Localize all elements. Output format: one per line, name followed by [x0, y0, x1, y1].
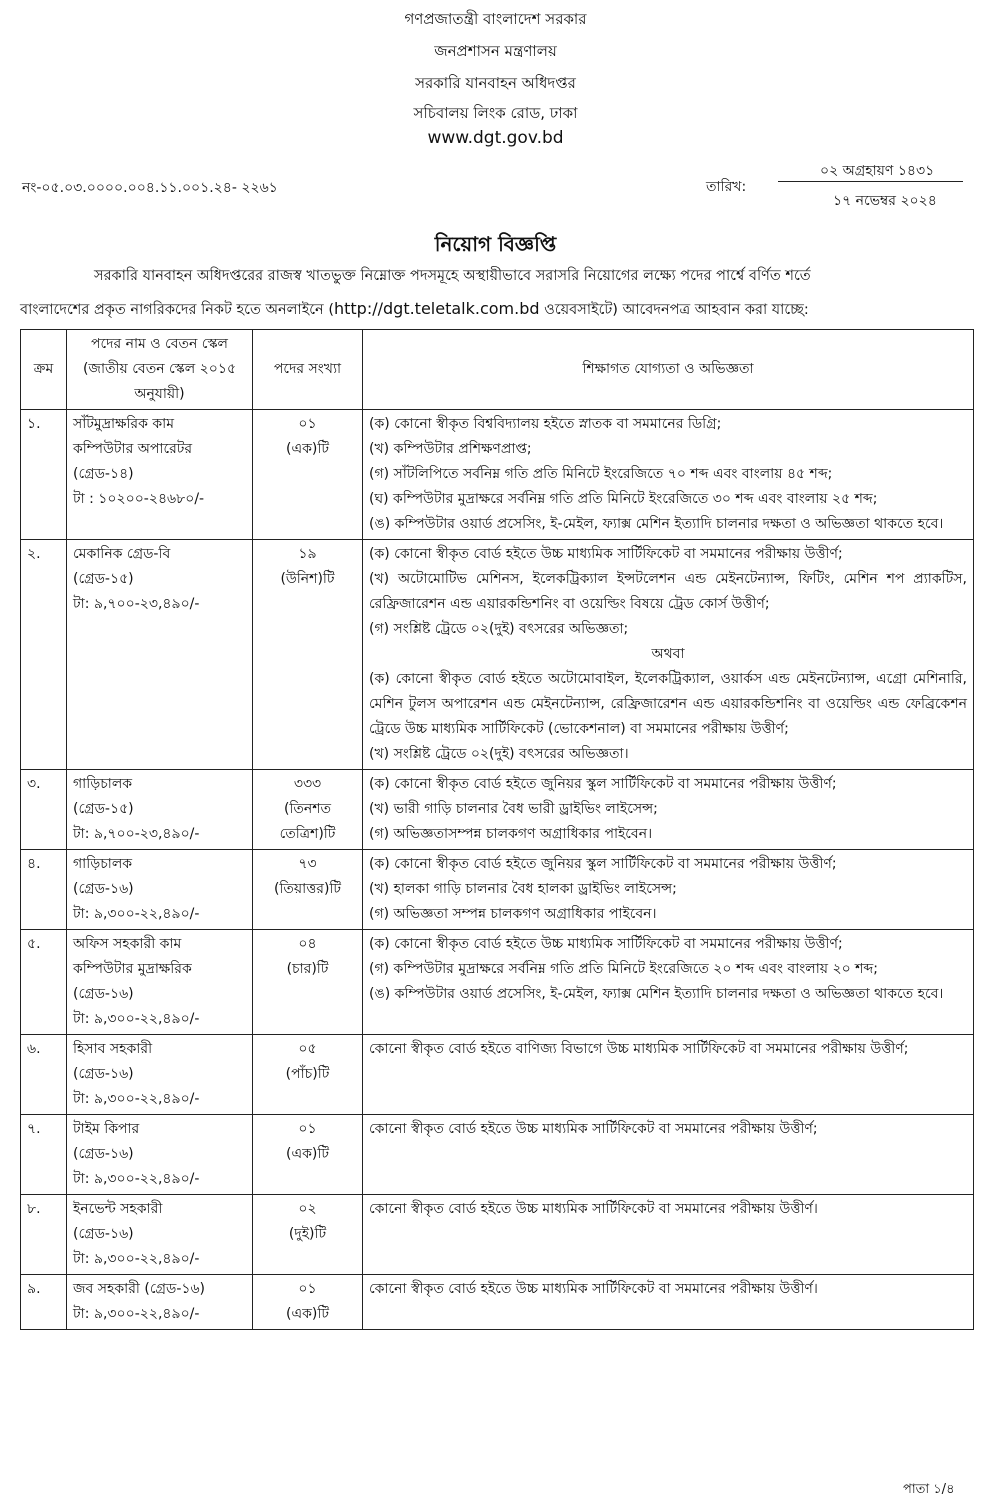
- ministry-name: জনপ্রশাসন মন্ত্রণালয়: [434, 42, 557, 60]
- qualification-item: (ক) কোনো স্বীকৃত বোর্ড হইতে উচ্চ মাধ্যমিক সার্টিফিকেট বা সমমানের পরীক্ষায় উত্তীর্ণ;: [369, 546, 843, 562]
- row-serial: ১.: [21, 410, 67, 540]
- row-count: [253, 1195, 363, 1275]
- post-line: সাঁটমুদ্রাক্ষরিক কাম: [73, 416, 174, 432]
- row-count: [253, 410, 363, 540]
- row-count: [253, 850, 363, 930]
- qualification-item: কোনো স্বীকৃত বোর্ড হইতে উচ্চ মাধ্যমিক সার্টিফিকেট বা সমমানের পরীক্ষায় উত্তীর্ণ;: [369, 1121, 818, 1137]
- post-line: (গ্রেড-১৬): [73, 881, 134, 897]
- row-post: [67, 1035, 253, 1115]
- office-address: সচিবালয় লিংক রোড, ঢাকা: [413, 104, 578, 122]
- header-count: পদের সংখ্যা: [253, 330, 363, 410]
- qualification-item: (গ) অভিজ্ঞতা সম্পন্ন চালকগণ অগ্রাধিকার পাইবেন।: [369, 906, 657, 922]
- table-row: [21, 1275, 974, 1330]
- post-line: কম্পিউটার অপারেটর: [73, 441, 193, 457]
- count-line: (উনিশ)টি: [280, 571, 335, 587]
- intro-line-1: সরকারি যানবাহন অধিদপ্তরের রাজস্ব খাতভুক্ত নিম্নোক্ত পদসমূহে অস্থায়ীভাবে সরাসরি নিয়োগের লক্ষ্যে পদের পার্শ্বে বর্ণিত শর্তে: [94, 268, 811, 284]
- row-serial: ৫.: [21, 930, 67, 1035]
- post-line: টা: ৯,৭০০-২৩,৪৯০/-: [73, 596, 200, 612]
- qualification-item: (ঙ) কম্পিউটার ওয়ার্ড প্রসেসিং, ই-মেইল, ফ্যাক্স মেশিন ইত্যাদি চালনার দক্ষতা ও অভিজ্ঞতা থাকতে হবে।: [369, 986, 944, 1002]
- post-line: টা: ৯,৩০০-২২,৪৯০/-: [73, 1171, 200, 1187]
- date-divider: [778, 181, 963, 182]
- teletalk-link[interactable]: http://dgt.teletalk.com.bd: [333, 299, 540, 318]
- count-line: ০১: [298, 1121, 317, 1137]
- count-line: ০১: [298, 416, 317, 432]
- post-line: গাড়িচালক: [73, 856, 133, 872]
- post-line: টা: ৯,৩০০-২২,৪৯০/-: [73, 1091, 200, 1107]
- row-serial: ২.: [21, 540, 67, 770]
- qualification-item: (গ) কম্পিউটার মুদ্রাক্ষরে সর্বনিম্ন গতি প্রতি মিনিটে ইংরেজিতে ২০ শব্দ এবং বাংলায় ২০ শব্দ;: [369, 961, 878, 977]
- qualification-item: (খ) সংশ্লিষ্ট ট্রেডে ০২(দুই) বৎসরের অভিজ্ঞতা।: [369, 746, 629, 762]
- row-serial: ৩.: [21, 770, 67, 850]
- qualification-item: (ঘ) কম্পিউটার মুদ্রাক্ষরে সর্বনিম্ন গতি প্রতি মিনিটে ইংরেজিতে ৩০ শব্দ এবং বাংলায় ২৫ শব্দ;: [369, 491, 878, 507]
- post-line: গাড়িচালক: [73, 776, 133, 792]
- count-line: (তিয়াত্তর)টি: [273, 881, 342, 897]
- row-serial: ৪.: [21, 850, 67, 930]
- post-line: টাইম কিপার: [73, 1121, 140, 1137]
- table-row: [21, 850, 974, 930]
- qualification-item: কোনো স্বীকৃত বোর্ড হইতে বাণিজ্য বিভাগে উচ্চ মাধ্যমিক সার্টিফিকেট বা সমমানের পরীক্ষায় উত্তীর্ণ;: [369, 1041, 909, 1057]
- post-line: (গ্রেড-১৬): [73, 986, 134, 1002]
- post-line: হিসাব সহকারী: [73, 1041, 153, 1057]
- qualification-item: (ক) কোনো স্বীকৃত বোর্ড হইতে উচ্চ মাধ্যমিক সার্টিফিকেট বা সমমানের পরীক্ষায় উত্তীর্ণ;: [369, 936, 843, 952]
- count-line: ০২: [298, 1201, 317, 1217]
- qualification-item: কোনো স্বীকৃত বোর্ড হইতে উচ্চ মাধ্যমিক সার্টিফিকেট বা সমমানের পরীক্ষায় উত্তীর্ণ।: [369, 1201, 818, 1217]
- count-line: (পাঁচ)টি: [285, 1066, 330, 1082]
- post-line: ইনভেন্ট সহকারী: [73, 1201, 163, 1217]
- row-count: [253, 1275, 363, 1330]
- qualification-item: (খ) কম্পিউটার প্রশিক্ষণপ্রাপ্ত;: [369, 441, 532, 457]
- header-post: পদের নাম ও বেতন স্কেল (জাতীয় বেতন স্কেল ২০১৫ অনুযায়ী): [67, 330, 253, 410]
- post-line: (গ্রেড-১৫): [73, 571, 134, 587]
- row-count: [253, 1115, 363, 1195]
- qualification-item: (খ) অটোমোটিভ মেশিনস, ইলেকট্রিক্যাল ইন্সটলেশন এন্ড মেইনটেন্যান্স, ফিটিং, মেশিন শপ প্র্যাকটিস, রেফ্রিজারেশন এন্ড এয়ারকন্ডিশনিং বা ওয়েল্ডিং বিষয়ে ট্রেড কোর্স উত্তীর্ণ;: [369, 571, 967, 612]
- row-qualification: [363, 540, 974, 770]
- intro-line-2-prefix: বাংলাদেশের প্রকৃত নাগরিকদের নিকট হতে অনলাইনে (: [20, 302, 334, 318]
- row-qualification: [363, 1035, 974, 1115]
- row-qualification: [363, 770, 974, 850]
- row-count: [253, 540, 363, 770]
- count-line: ১৯: [298, 546, 317, 562]
- row-serial: ৯.: [21, 1275, 67, 1330]
- post-line: টা : ১০২০০-২৪৬৮০/-: [73, 491, 205, 507]
- table-row: [21, 410, 974, 540]
- notice-title: নিয়োগ বিজ্ঞপ্তি: [434, 232, 557, 256]
- table-row: [21, 540, 974, 770]
- count-line: ০১: [298, 1281, 317, 1297]
- table-row: [21, 770, 974, 850]
- post-line: টা: ৯,৩০০-২২,৪৯০/-: [73, 1251, 200, 1267]
- row-post: [67, 1115, 253, 1195]
- post-line: (গ্রেড-১৬): [73, 1226, 134, 1242]
- qualification-item: (খ) ভারী গাড়ি চালনার বৈধ ভারী ড্রাইভিং লাইসেন্স;: [369, 801, 658, 817]
- qualification-item: (খ) হালকা গাড়ি চালনার বৈধ হালকা ড্রাইভিং লাইসেন্স;: [369, 881, 677, 897]
- qualification-item: (গ) সাঁটলিপিতে সর্বনিম্ন গতি প্রতি মিনিটে ইংরেজিতে ৭০ শব্দ এবং বাংলায় ৪৫ শব্দ;: [369, 466, 833, 482]
- qualification-item: (গ) অভিজ্ঞতাসম্পন্ন চালকগণ অগ্রাধিকার পাইবেন।: [369, 826, 653, 842]
- intro-line-2: [20, 301, 970, 318]
- post-line: অফিস সহকারী কাম: [73, 936, 182, 952]
- row-serial: ৮.: [21, 1195, 67, 1275]
- row-serial: ৭.: [21, 1115, 67, 1195]
- qualification-item: (ক) কোনো স্বীকৃত বোর্ড হইতে জুনিয়র স্কুল সার্টিফিকেট বা সমমানের পরীক্ষায় উত্তীর্ণ;: [369, 856, 837, 872]
- count-line: (এক)টি: [285, 1306, 329, 1322]
- row-count: [253, 1035, 363, 1115]
- row-count: [253, 930, 363, 1035]
- row-post: [67, 540, 253, 770]
- count-line: (তিনশত: [283, 801, 332, 817]
- row-post: [67, 1275, 253, 1330]
- post-line: (গ্রেড-১৫): [73, 801, 134, 817]
- table-row: [21, 1035, 974, 1115]
- count-line: ৩৩৩: [293, 776, 322, 792]
- post-line: টা: ৯,৩০০-২২,৪৯০/-: [73, 1306, 200, 1322]
- date-english: ১৭ নভেম্বর ২০২৪: [833, 193, 937, 209]
- row-qualification: [363, 1115, 974, 1195]
- count-line: (এক)টি: [285, 441, 329, 457]
- memo-number: নং-০৫.০৩.০০০০.০০৪.১১.০০১.২৪- ২২৬১: [22, 180, 278, 196]
- row-count: [253, 770, 363, 850]
- qualification-item: (ক) কোনো স্বীকৃত বিশ্ববিদ্যালয় হইতে স্নাতক বা সমমানের ডিগ্রি;: [369, 416, 722, 432]
- row-qualification: [363, 930, 974, 1035]
- qualification-item: (গ) সংশ্লিষ্ট ট্রেডে ০২(দুই) বৎসরের অভিজ্ঞতা;: [369, 621, 629, 637]
- count-line: ৭৩: [298, 856, 317, 872]
- row-qualification: [363, 1275, 974, 1330]
- table-row: [21, 1115, 974, 1195]
- row-qualification: [363, 1195, 974, 1275]
- qualification-item: অথবা: [651, 646, 685, 662]
- page-number: পাতা ১/৪: [903, 1482, 955, 1497]
- website-link[interactable]: www.dgt.gov.bd: [427, 128, 564, 148]
- row-post: [67, 930, 253, 1035]
- table-row: [21, 1195, 974, 1275]
- date-label: তারিখ:: [706, 179, 747, 195]
- post-line: জব সহকারী (গ্রেড-১৬): [73, 1281, 206, 1297]
- count-line: ০৪: [298, 936, 317, 952]
- post-line: টা: ৯,৩০০-২২,৪৯০/-: [73, 1011, 200, 1027]
- post-line: (গ্রেড-১৬): [73, 1146, 134, 1162]
- row-post: [67, 850, 253, 930]
- table-body: [21, 410, 974, 1330]
- post-line: কম্পিউটার মুদ্রাক্ষরিক: [73, 961, 192, 977]
- qualification-item: (ক) কোনো স্বীকৃত বোর্ড হইতে অটোমোবাইল, ইলেকট্রিক্যাল, ওয়ার্কস এন্ড মেইনটেন্যান্স, এগ্রো মেশিনারি, মেশিন টুলস অপারেশন এন্ড মেইনটেন্যান্স, রেফ্রিজারেশন এন্ড এয়ারকন্ডিশনিং বা ওয়েল্ডিং এন্ড ফেব্রিকেশন ট্রেডে উচ্চ মাধ্যমিক সার্টিফিকেট (ভোকেশনাল) বা সমমানের পরীক্ষায় উত্তীর্ণ;: [369, 671, 967, 737]
- govt-name: গণপ্রজাতন্ত্রী বাংলাদেশ সরকার: [404, 10, 587, 28]
- qualification-item: কোনো স্বীকৃত বোর্ড হইতে উচ্চ মাধ্যমিক সার্টিফিকেট বা সমমানের পরীক্ষায় উত্তীর্ণ।: [369, 1281, 818, 1297]
- row-qualification: [363, 850, 974, 930]
- row-post: [67, 410, 253, 540]
- row-serial: ৬.: [21, 1035, 67, 1115]
- post-line: টা: ৯,৩০০-২২,৪৯০/-: [73, 906, 200, 922]
- qualification-item: (ঙ) কম্পিউটার ওয়ার্ড প্রসেসিং, ই-মেইল, ফ্যাক্স মেশিন ইত্যাদি চালনার দক্ষতা ও অভিজ্ঞতা থাকতে হবে।: [369, 516, 944, 532]
- post-line: টা: ৯,৭০০-২৩,৪৯০/-: [73, 826, 200, 842]
- qualification-item: (ক) কোনো স্বীকৃত বোর্ড হইতে জুনিয়র স্কুল সার্টিফিকেট বা সমমানের পরীক্ষায় উত্তীর্ণ;: [369, 776, 837, 792]
- post-line: (গ্রেড-১৬): [73, 1066, 134, 1082]
- header-serial: ক্রম: [21, 330, 67, 410]
- date-bangla: ০২ অগ্রহায়ণ ১৪৩১: [820, 163, 935, 179]
- table-row: [21, 930, 974, 1035]
- count-line: ০৫: [298, 1041, 317, 1057]
- count-line: তেত্রিশ)টি: [279, 826, 336, 842]
- row-post: [67, 770, 253, 850]
- header-qualification: শিক্ষাগত যোগ্যতা ও অভিজ্ঞতা: [363, 330, 974, 410]
- posts-table: [20, 329, 974, 1330]
- intro-line-2-suffix: ওয়েবসাইটে) আবেদনপত্র আহবান করা যাচ্ছে:: [539, 302, 809, 318]
- count-line: (দুই)টি: [288, 1226, 327, 1242]
- row-qualification: [363, 410, 974, 540]
- department-name: সরকারি যানবাহন অধিদপ্তর: [415, 74, 576, 92]
- post-line: মেকানিক গ্রেড-বি: [73, 546, 171, 562]
- row-post: [67, 1195, 253, 1275]
- count-line: (চার)টি: [286, 961, 329, 977]
- table-header-row: [21, 330, 974, 410]
- post-line: (গ্রেড-১৪): [73, 466, 134, 482]
- count-line: (এক)টি: [285, 1146, 329, 1162]
